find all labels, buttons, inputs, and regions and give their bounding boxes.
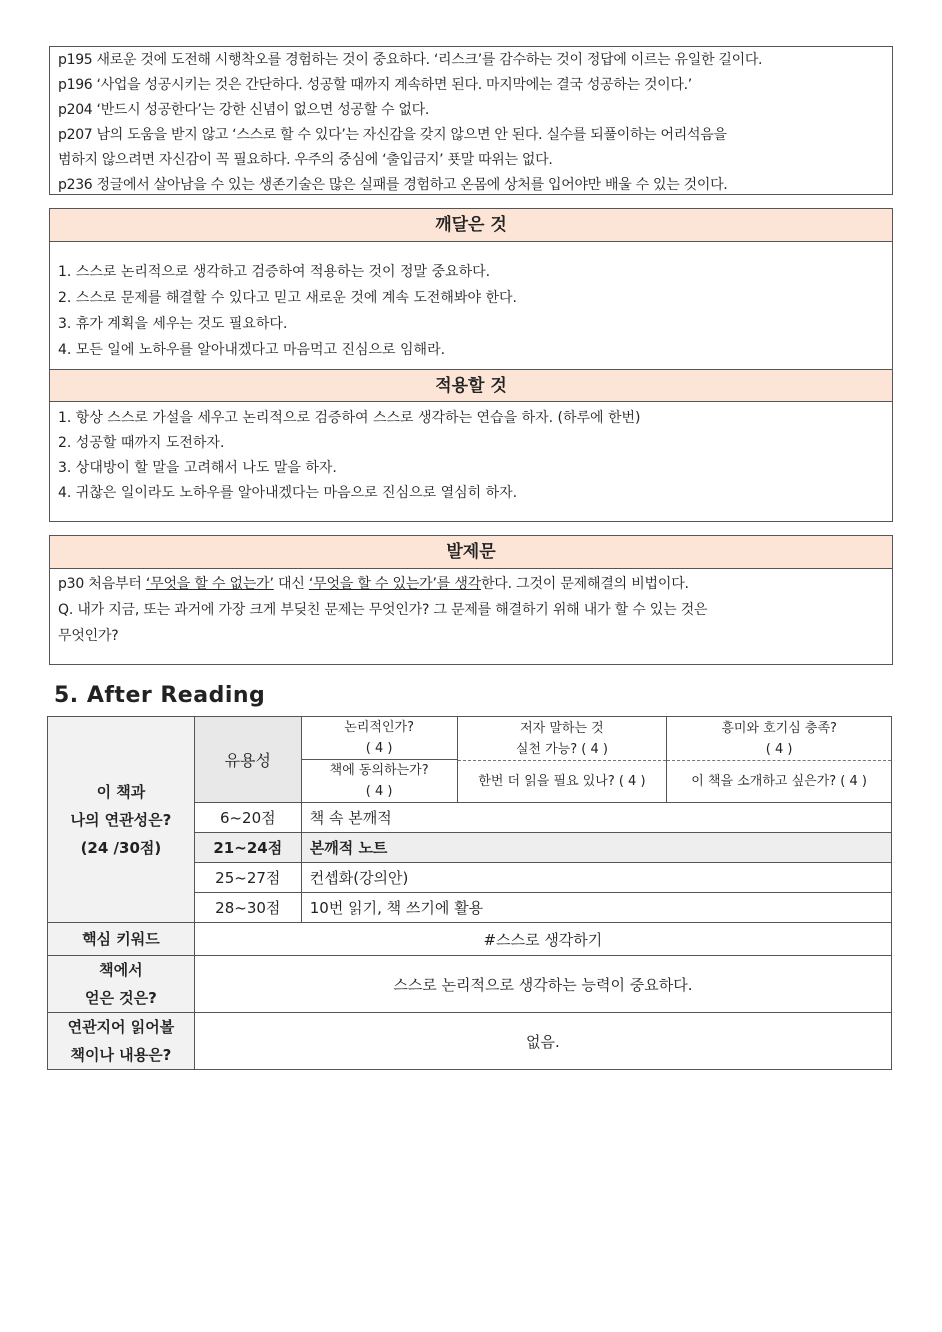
discussion-body	[50, 569, 892, 651]
after-reading-heading: 5. After Reading	[54, 683, 266, 708]
quote-line: p195 새로운 것에 도전해 시행착오를 경험하는 것이 중요하다. ‘리스크’를 감수하는 것이 정답에 이르는 유일한 길이다.	[58, 52, 763, 68]
apply-header: 적용할 것	[50, 369, 892, 402]
score-desc: 컨셉화(강의안)	[301, 863, 891, 893]
related-label: 연관지어 읽어볼 책이나 내용은?	[48, 1013, 195, 1070]
quote-line: 범하지 않으려면 자신감이 꼭 필요하다. 우주의 중심에 ‘출입금지’ 푯말 따위는 없다.	[58, 152, 553, 168]
learned-header: 깨달은 것	[50, 209, 892, 242]
discussion-header: 발제문	[50, 536, 892, 569]
score-range: 25~27점	[194, 863, 301, 893]
discussion-underline: ‘무엇을 할 수 있는가’를 생각	[308, 576, 481, 592]
discussion-underline: ‘무엇을 할 수 없는가’	[145, 576, 274, 592]
discussion-line	[58, 571, 884, 597]
apply-item: 2. 성공할 때까지 도전하자.	[58, 435, 225, 451]
discussion-box	[49, 535, 893, 665]
learned-item: 4. 모든 일에 노하우를 알아내겠다고 마음먹고 진심으로 임해라.	[58, 342, 446, 358]
discussion-text: 한다. 그것이 문제해결의 비법이다.	[480, 576, 689, 592]
question-interest: 흥미와 호기심 충족? ( 4 ) 이 책을 소개하고 싶은가? ( 4 )	[667, 717, 892, 803]
discussion-line: 무엇인가?	[58, 628, 119, 644]
keyword-label: 핵심 키워드	[48, 923, 195, 956]
discussion-text: 대신	[273, 576, 309, 592]
score-desc: 10번 읽기, 책 쓰기에 활용	[301, 893, 891, 923]
gained-value: 스스로 논리적으로 생각하는 능력이 중요하다.	[194, 956, 891, 1013]
quotes-box	[49, 46, 893, 195]
apply-item: 3. 상대방이 할 말을 고려해서 나도 말을 하자.	[58, 460, 337, 476]
keyword-value: #스스로 생각하기	[194, 923, 891, 956]
learned-item: 2. 스스로 문제를 해결할 수 있다고 믿고 새로운 것에 계속 도전해봐야 한다.	[58, 290, 517, 306]
gained-label: 책에서 얻은 것은?	[48, 956, 195, 1013]
usefulness-label: 유용성	[194, 717, 301, 803]
question-agree: 책에 동의하는가? ( 4 )	[301, 760, 457, 803]
learned-item: 3. 휴가 계획을 세우는 것도 필요하다.	[58, 316, 288, 332]
relation-label: 이 책과 나의 연관성은? (24 /30점)	[48, 717, 195, 923]
apply-item: 1. 항상 스스로 가설을 세우고 논리적으로 검증하여 스스로 생각하는 연습을 하자. (하루에 한번)	[58, 410, 641, 426]
apply-item: 4. 귀찮은 일이라도 노하우를 알아내겠다는 마음으로 진심으로 열심히 하자.	[58, 485, 518, 501]
learned-item: 1. 스스로 논리적으로 생각하고 검증하여 적용하는 것이 정말 중요하다.	[58, 264, 491, 280]
question-logical: 논리적인가? ( 4 )	[301, 717, 457, 760]
score-range: 6~20점	[194, 803, 301, 833]
related-value: 없음.	[194, 1013, 891, 1070]
question-practical: 저자 말하는 것 실천 가능? ( 4 ) 한번 더 읽을 필요 있나? ( 4 )	[457, 717, 667, 803]
quote-line: p196 ‘사업을 성공시키는 것은 간단하다. 성공할 때까지 계속하면 된다. 마지막에는 결국 성공하는 것이다.’	[58, 77, 692, 93]
quote-line: p204 ‘반드시 성공한다’는 강한 신념이 없으면 성공할 수 없다.	[58, 102, 429, 118]
score-desc-selected: 본깨적 노트	[301, 833, 891, 863]
discussion-line: Q. 내가 지금, 또는 과거에 가장 크게 부딪친 문제는 무엇인가? 그 문제를 해결하기 위해 내가 할 수 있는 것은	[58, 602, 708, 618]
score-desc: 책 속 본깨적	[301, 803, 891, 833]
learned-apply-box	[49, 208, 893, 522]
quote-line: p207 남의 도움을 받지 않고 ‘스스로 할 수 있다’는 자신감을 갖지 않으면 안 된다. 실수를 되풀이하는 어리석음을	[58, 127, 727, 143]
score-range: 28~30점	[194, 893, 301, 923]
discussion-text: p30 처음부터	[58, 576, 146, 592]
learned-list	[50, 242, 892, 369]
apply-list	[50, 402, 892, 506]
after-reading-table	[47, 716, 892, 1070]
quote-line: p236 정글에서 살아남을 수 있는 생존기술은 많은 실패를 경험하고 온몸에 상처를 입어야만 배울 수 있는 것이다.	[58, 177, 728, 193]
score-range-selected: 21~24점	[194, 833, 301, 863]
